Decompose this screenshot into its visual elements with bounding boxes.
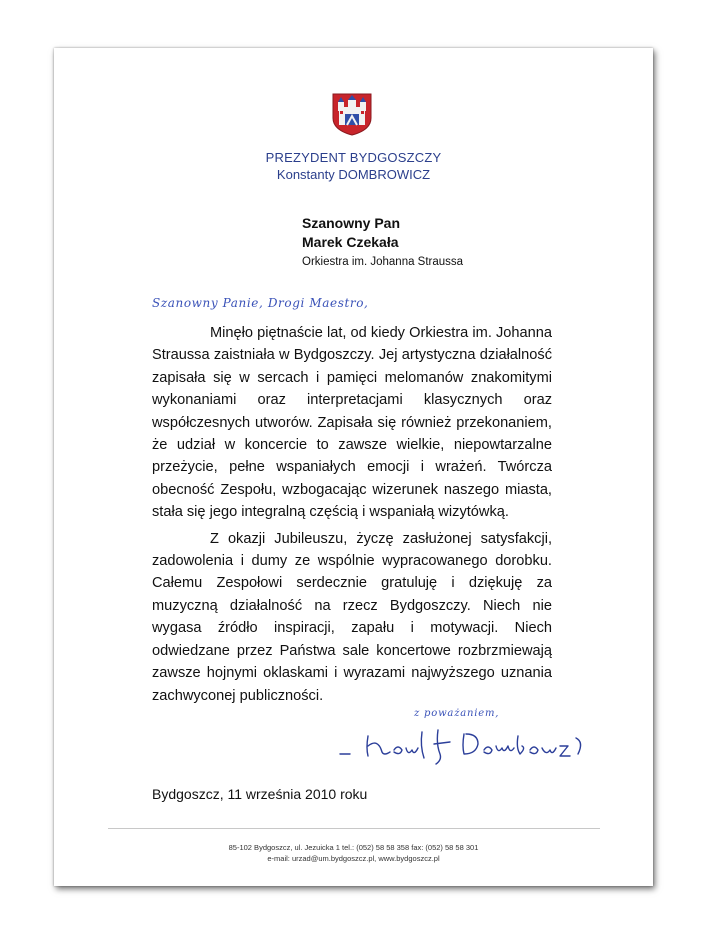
letter-page: [54, 48, 653, 886]
addressee-organization: Orkiestra im. Johanna Straussa: [302, 256, 464, 268]
footer-address: 85-102 Bydgoszcz, ul. Jezuicka 1 tel.: (052) 58 58 358 fax: (052) 58 58 301: [228, 843, 479, 852]
letterhead-title: PREZYDENT BYDGOSZCZY: [265, 150, 442, 165]
coat-of-arms-icon: [331, 92, 373, 136]
addressee-name: Marek Czekała: [302, 234, 399, 250]
handwritten-greeting: Szanowny Panie, Drogi Maestro,: [152, 296, 369, 310]
body-paragraph-2: Z okazji Jubileuszu, życzę zasłużonej satysfakcji, zadowolenia i dumy ze wspólnie wypracowanego dorobku. Całemu Zespołowi serdecznie gratuluję i dziękuję za muzyczną działalność na rzecz Bydgoszczy. Niech nie wygasa źródło inspiracji, zapału i motywacji. Niech odwiedzane przez Państwa sale koncertowe rozbrzmiewają zawsze hojnymi oklaskami i wyrazami najwyższego uznania zachwyconej publiczności.: [152, 530, 552, 704]
addressee-block: [302, 215, 463, 268]
date-line: Bydgoszcz, 11 września 2010 roku: [152, 786, 368, 802]
letterhead-name: Konstanty DOMBROWICZ: [276, 167, 431, 182]
footer-divider: [108, 828, 600, 829]
addressee-salutation: Szanowny Pan: [302, 215, 401, 231]
handwritten-closing: z poważaniem,: [414, 708, 500, 719]
letter-body: [152, 322, 552, 707]
footer-contact: e-mail: urzad@um.bydgoszcz.pl, www.bydgoszcz.pl: [267, 854, 440, 863]
body-paragraph-1: Minęło piętnaście lat, od kiedy Orkiestra im. Johanna Straussa zaistniała w Bydgoszczy. Jej artystyczna działalność zapisała się w sercach i pamięci melomanów znakomitymi wykonaniami oraz interpretacjami klasycznych oraz współczesnych utworów. Zapisała się również przekonaniem, że udział w koncercie to zawsze wielkie, niepowtarzalne przeżycie, pełne wspaniałych emocji i wrażeń. Twórcza obecność Zespołu, wzbogacając wizerunek naszego miasta, stała się jego integralną częścią i wspaniałą wizytówką.: [152, 325, 552, 521]
handwritten-signature: [338, 724, 596, 768]
